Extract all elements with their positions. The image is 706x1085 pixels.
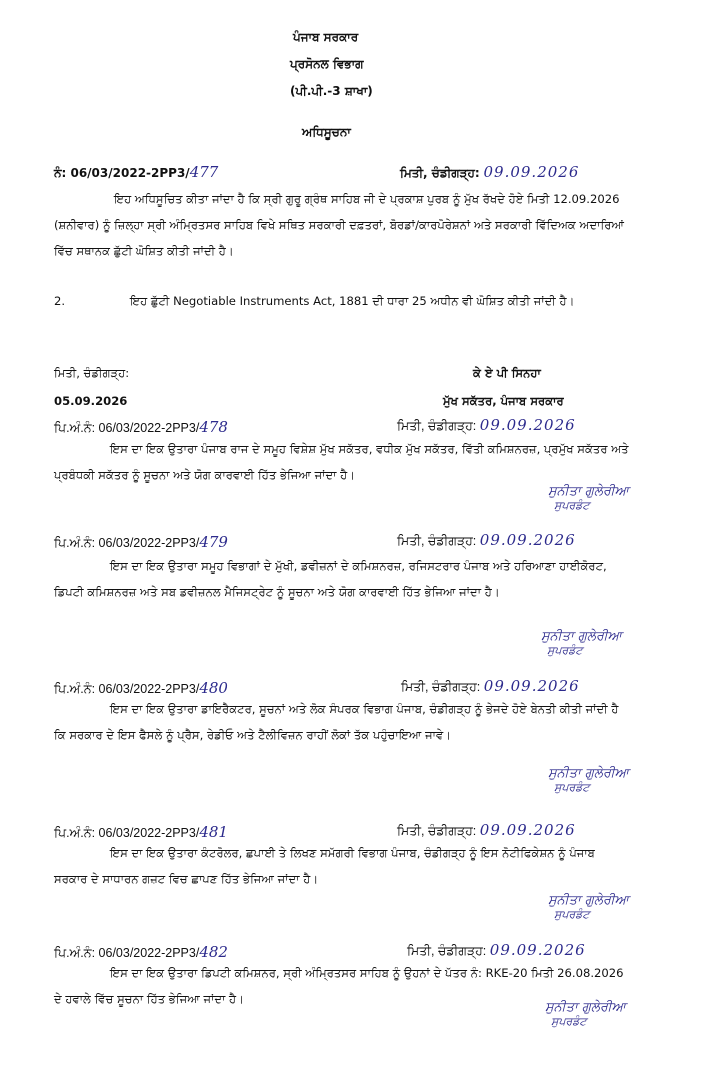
endorsement-2-signature (541, 629, 622, 658)
header-government: ਪੰਜਾਬ ਸਰਕਾਰ (293, 30, 359, 44)
ref-number-printed: ਨੰ: 06/03/2022-2PP3/ (54, 166, 190, 180)
signature-title: ਸੁਪਰਡੰਟ (554, 781, 590, 794)
endorsement-ref-printed: ਪਿ.ਅੰ.ਨੰ: 06/03/2022-2PP3/ (54, 946, 200, 960)
signature-handwritten: ਸੁਨੀਤਾ ਗੁਲੇਰੀਆ (548, 893, 629, 908)
notification-ref (54, 163, 218, 181)
signatory-designation: ਮੁੱਖ ਸਕੱਤਰ, ਪੰਜਾਬ ਸਰਕਾਰ (443, 394, 564, 408)
endorsement-1-date (397, 416, 576, 434)
endorsement-ref-printed: ਪਿ.ਅੰ.ਨੰ: 06/03/2022-2PP3/ (54, 682, 200, 696)
signature-title: ਸੁਪਰਡੰਟ (554, 499, 590, 512)
endorsement-ref-handwritten: 482 (199, 943, 228, 961)
signature-handwritten: ਸੁਨੀਤਾ ਗੁਲੇਰੀਆ (545, 1000, 626, 1015)
endorsement-date-handwritten: 09.09.2026 (479, 821, 576, 839)
endorsement-ref-handwritten: 481 (199, 823, 228, 841)
endorsement-3-ref (54, 679, 228, 697)
endorsement-5-date (407, 941, 586, 959)
header-branch: (ਪੀ.ਪੀ.-3 ਸ਼ਾਖਾ) (290, 84, 373, 98)
signature-handwritten: ਸੁਨੀਤਾ ਗੁਲੇਰੀਆ (541, 629, 622, 644)
endorsement-ref-printed: ਪਿ.ਅੰ.ਨੰ: 06/03/2022-2PP3/ (54, 826, 200, 840)
endorsement-3-signature (548, 766, 629, 795)
document-title: ਅਧਿਸੂਚਨਾ (302, 125, 351, 139)
endorsement-ref-handwritten: 478 (199, 418, 228, 436)
endorsement-2-ref (54, 533, 228, 551)
endorsement-3-date (401, 677, 580, 695)
signature-handwritten: ਸੁਨੀਤਾ ਗੁਲੇਰੀਆ (548, 766, 629, 781)
endorsement-1-ref (54, 418, 228, 436)
paragraph-2-number: 2. (54, 294, 66, 308)
endorsement-4-ref (54, 823, 228, 841)
endorsement-ref-handwritten: 479 (199, 533, 228, 551)
endorsement-5-ref (54, 943, 228, 961)
endorsement-ref-printed: ਪਿ.ਅੰ.ਨੰ: 06/03/2022-2PP3/ (54, 536, 200, 550)
endorsement-date-label: ਮਿਤੀ, ਚੰਡੀਗੜ੍ਹ: (397, 824, 477, 838)
ref-number-handwritten: 477 (189, 163, 219, 181)
notification-paragraph-1: ਇਹ ਅਧਿਸੂਚਿਤ ਕੀਤਾ ਜਾਂਦਾ ਹੈ ਕਿ ਸ੍ਰੀ ਗੁਰੂ ਗ੍ਰੰਥ ਸਾਹਿਬ ਜੀ ਦੇ ਪ੍ਰਕਾਸ਼ ਪੁਰਬ ਨੂੰ ਮੁੱਖ ਰੱਖਦੇ ਹੋਏ ਮਿਤੀ 12.09.2026 (ਸ਼ਨੀਵਾਰ) ਨੂੰ ਜ਼ਿਲ੍ਹਾ ਸ੍ਰੀ ਅੰਮ੍ਰਿਤਸਰ ਸਾਹਿਬ ਵਿਖੇ ਸਥਿਤ ਸਰਕਾਰੀ ਦਫ਼ਤਰਾਂ, ਬੋਰਡਾਂ/ਕਾਰਪੋਰੇਸ਼ਨਾਂ ਅਤੇ ਸਰਕਾਰੀ ਵਿੱਦਿਅਕ ਅਦਾਰਿਆਂ ਵਿੱਚ ਸਥਾਨਕ ਛੁੱਟੀ ਘੋਸ਼ਿਤ ਕੀਤੀ ਜਾਂਦੀ ਹੈ। (54, 192, 625, 258)
signatory-name: ਕੇ ਏ ਪੀ ਸਿਨਹਾ (473, 366, 541, 380)
signature-title: ਸੁਪਰਡੰਟ (547, 644, 583, 657)
signature-handwritten: ਸੁਨੀਤਾ ਗੁਲੇਰੀਆ (548, 484, 629, 499)
endorsement-4-text: ਇਸ ਦਾ ਇਕ ਉਤਾਰਾ ਕੰਟਰੋਲਰ, ਛਪਾਈ ਤੇ ਲਿਖਣ ਸਮੱਗਰੀ ਵਿਭਾਗ ਪੰਜਾਬ, ਚੰਡੀਗੜ੍ਹ ਨੂੰ ਇਸ ਨੋਟੀਫਿਕੇਸ਼ਨ ਨੂੰ ਪੰਜਾਬ ਸਰਕਾਰ ਦੇ ਸਾਧਾਰਨ ਗਜ਼ਟ ਵਿਚ ਛਾਪਣ ਹਿੱਤ ਭੇਜਿਆ ਜਾਂਦਾ ਹੈ। (54, 846, 595, 886)
endorsement-ref-handwritten: 480 (199, 679, 228, 697)
endorsement-1-text: ਇਸ ਦਾ ਇਕ ਉਤਾਰਾ ਪੰਜਾਬ ਰਾਜ ਦੇ ਸਮੂਹ ਵਿਸ਼ੇਸ਼ ਮੁੱਖ ਸਕੱਤਰ, ਵਧੀਕ ਮੁੱਖ ਸਕੱਤਰ, ਵਿੱਤੀ ਕਮਿਸ਼ਨਰਜ਼, ਪ੍ਰਮੁੱਖ ਸਕੱਤਰ ਅਤੇ ਪ੍ਰਬੰਧਕੀ ਸਕੱਤਰ ਨੂੰ ਸੂਚਨਾ ਅਤੇ ਯੋਗ ਕਾਰਵਾਈ ਹਿੱਤ ਭੇਜਿਆ ਜਾਂਦਾ ਹੈ। (54, 442, 629, 482)
endorsement-date-label: ਮਿਤੀ, ਚੰਡੀਗੜ੍ਹ: (397, 534, 477, 548)
endorsement-date-label: ਮਿਤੀ, ਚੰਡੀਗੜ੍ਹ: (397, 419, 477, 433)
endorsement-date-handwritten: 09.09.2026 (483, 677, 580, 695)
endorsement-3-text: ਇਸ ਦਾ ਇਕ ਉਤਾਰਾ ਡਾਇਰੈਕਟਰ, ਸੂਚਨਾਂ ਅਤੇ ਲੋਕ ਸੰਪਰਕ ਵਿਭਾਗ ਪੰਜਾਬ, ਚੰਡੀਗੜ੍ਹ ਨੂੰ ਭੇਜਦੇ ਹੋਏ ਬੇਨਤੀ ਕੀਤੀ ਜਾਂਦੀ ਹੈ ਕਿ ਸਰਕਾਰ ਦੇ ਇਸ ਫੈਸਲੇ ਨੂੰ ਪ੍ਰੈਸ, ਰੇਡੀਓ ਅਤੇ ਟੈਲੀਵਿਜ਼ਨ ਰਾਹੀਂ ਲੋਕਾਂ ਤੱਕ ਪਹੁੰਚਾਇਆ ਜਾਵੇ। (54, 702, 619, 742)
endorsement-date-handwritten: 09.09.2026 (479, 416, 576, 434)
date-handwritten: 09.09.2026 (483, 163, 580, 181)
header-department: ਪ੍ਰਸੋਨਲ ਵਿਭਾਗ (290, 57, 364, 71)
signature-title: ਸੁਪਰਡੰਟ (551, 1015, 587, 1028)
endorsement-4-signature (548, 893, 629, 922)
endorsement-2-date (397, 531, 576, 549)
endorsement-4-date (397, 821, 576, 839)
notification-date (400, 163, 579, 181)
signature-title: ਸੁਪਰਡੰਟ (554, 908, 590, 921)
endorsement-date-label: ਮਿਤੀ, ਚੰਡੀਗੜ੍ਹ: (407, 944, 487, 958)
endorsement-date-label: ਮਿਤੀ, ਚੰਡੀਗੜ੍ਹ: (401, 680, 481, 694)
notification-paragraph-2: ਇਹ ਛੁੱਟੀ Negotiable Instruments Act, 1881 ਦੀ ਧਾਰਾ 25 ਅਧੀਨ ਵੀ ਘੋਸ਼ਿਤ ਕੀਤੀ ਜਾਂਦੀ ਹੈ। (130, 294, 575, 308)
endorsement-5-text: ਇਸ ਦਾ ਇਕ ਉਤਾਰਾ ਡਿਪਟੀ ਕਮਿਸ਼ਨਰ, ਸ੍ਰੀ ਅੰਮ੍ਰਿਤਸਰ ਸਾਹਿਬ ਨੂੰ ਉਹਨਾਂ ਦੇ ਪੱਤਰ ਨੰ: RKE-20 ਮਿਤੀ 26.08.2026 ਦੇ ਹਵਾਲੇ ਵਿੱਚ ਸੂਚਨਾ ਹਿੱਤ ਭੇਜਿਆ ਜਾਂਦਾ ਹੈ। (54, 966, 624, 1006)
endorsement-date-handwritten: 09.09.2026 (479, 531, 576, 549)
signoff-date: 05.09.2026 (54, 394, 128, 408)
signoff-date-label: ਮਿਤੀ, ਚੰਡੀਗੜ੍ਹ: (54, 366, 130, 380)
endorsement-1-signature (548, 484, 629, 513)
endorsement-5-signature (545, 1000, 626, 1029)
endorsement-date-handwritten: 09.09.2026 (489, 941, 586, 959)
endorsement-2-text: ਇਸ ਦਾ ਇਕ ਉਤਾਰਾ ਸਮੂਹ ਵਿਭਾਗਾਂ ਦੇ ਮੁੱਖੀ, ਡਵੀਜ਼ਨਾਂ ਦੇ ਕਮਿਸ਼ਨਰਜ਼, ਰਜਿਸਟਰਾਰ ਪੰਜਾਬ ਅਤੇ ਹਰਿਆਣਾ ਹਾਈਕੋਰਟ, ਡਿਪਟੀ ਕਮਿਸ਼ਨਰਜ਼ ਅਤੇ ਸਬ ਡਵੀਜ਼ਨਲ ਮੈਜਿਸਟ੍ਰੇਟ ਨੂੰ ਸੂਚਨਾ ਅਤੇ ਯੋਗ ਕਾਰਵਾਈ ਹਿੱਤ ਭੇਜਿਆ ਜਾਂਦਾ ਹੈ। (54, 559, 607, 599)
endorsement-ref-printed: ਪਿ.ਅੰ.ਨੰ: 06/03/2022-2PP3/ (54, 421, 200, 435)
date-label: ਮਿਤੀ, ਚੰਡੀਗੜ੍ਹ: (400, 166, 480, 180)
